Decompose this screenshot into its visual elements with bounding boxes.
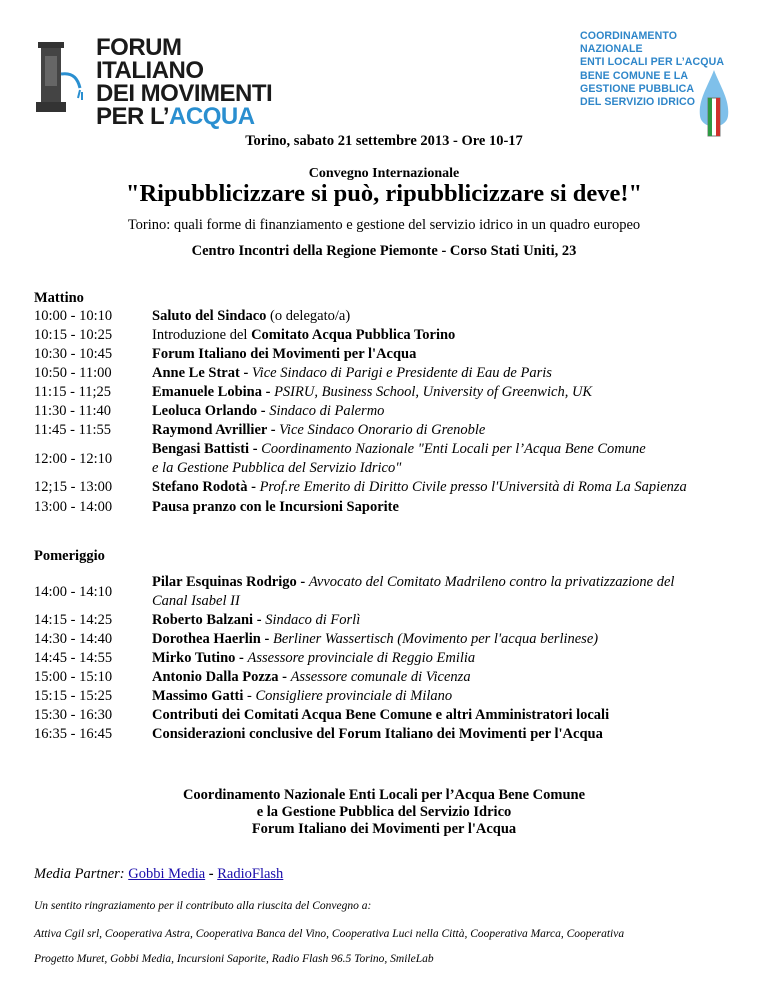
row-sep: - bbox=[267, 422, 280, 438]
row-speaker: Mirko Tutino bbox=[152, 650, 236, 666]
row-role-cont: Canal Isabel II bbox=[152, 593, 240, 609]
row-speaker: Raymond Avrillier bbox=[152, 422, 268, 438]
row-role: Consigliere provinciale di Milano bbox=[255, 688, 453, 704]
coord-logo-line-4: GESTIONE PUBBLICA bbox=[580, 82, 695, 95]
morning-heading: Mattino bbox=[34, 290, 84, 306]
row-sep: - bbox=[278, 669, 291, 685]
row-speaker: Saluto del Sindaco bbox=[152, 308, 267, 324]
row-sep: - bbox=[253, 612, 266, 628]
organizer-line-1: Coordinamento Nazionale Enti Locali per l’Acqua Bene Comune bbox=[182, 787, 586, 803]
schedule-row bbox=[34, 573, 744, 611]
row-role: Sindaco di Palermo bbox=[269, 403, 385, 419]
row-sep: - bbox=[239, 365, 252, 381]
row-speaker: Massimo Gatti bbox=[152, 688, 244, 704]
row-speaker: Antonio Dalla Pozza bbox=[152, 669, 279, 685]
schedule-row bbox=[34, 440, 744, 478]
row-role: Prof.re Emerito di Diritto Civile presso l'Università di Roma La Sapienza bbox=[259, 479, 687, 495]
row-time: 12;15 - 13:00 bbox=[34, 479, 113, 495]
row-time: 10:15 - 10:25 bbox=[34, 327, 113, 343]
row-speaker: Bengasi Battisti bbox=[152, 441, 250, 457]
row-role: Assessore comunale di Vicenza bbox=[290, 669, 471, 685]
coordinamento-logo bbox=[580, 30, 730, 138]
row-sep: - bbox=[249, 441, 262, 457]
row-time: 12:00 - 12:10 bbox=[34, 451, 113, 467]
row-speaker: Roberto Balzani bbox=[152, 612, 254, 628]
row-time: 16:35 - 16:45 bbox=[34, 726, 113, 742]
row-speaker: Pausa pranzo con le Incursioni Saporite bbox=[152, 499, 399, 515]
row-role: Berliner Wassertisch (Movimento per l'acqua berlinese) bbox=[272, 631, 599, 647]
row-speaker: Anne Le Strat bbox=[152, 365, 240, 381]
row-time: 11:30 - 11:40 bbox=[34, 403, 112, 419]
row-role: Assessore provinciale di Reggio Emilia bbox=[247, 650, 476, 666]
row-time: 10:30 - 10:45 bbox=[34, 346, 113, 362]
row-time: 15:00 - 15:10 bbox=[34, 669, 113, 685]
row-time: 14:45 - 14:55 bbox=[34, 650, 113, 666]
row-speaker: Pilar Esquinas Rodrigo bbox=[152, 574, 297, 590]
page-title: "Ripubblicizzare si può, ripubblicizzare si deve!" bbox=[125, 180, 643, 207]
organizers-block bbox=[0, 787, 768, 838]
row-sep: - bbox=[260, 631, 273, 647]
row-speaker: Emanuele Lobina bbox=[152, 384, 262, 400]
media-partner bbox=[34, 866, 283, 883]
row-role: Sindaco di Forlì bbox=[265, 612, 361, 628]
row-speaker: Forum Italiano dei Movimenti per l'Acqua bbox=[152, 346, 417, 362]
row-sep: - bbox=[296, 574, 309, 590]
gobbi-media-link[interactable]: Gobbi Media bbox=[128, 866, 206, 882]
row-speaker: Comitato Acqua Pubblica Torino bbox=[251, 327, 456, 343]
row-note: (o delegato/a) bbox=[266, 308, 351, 324]
row-time: 11:15 - 11;25 bbox=[34, 384, 112, 400]
event-date: Torino, sabato 21 settembre 2013 - Ore 10-17 bbox=[245, 133, 523, 149]
row-speaker: Considerazioni conclusive del Forum Italiano dei Movimenti per l'Acqua bbox=[152, 726, 603, 742]
radioflash-link[interactable]: RadioFlash bbox=[217, 866, 284, 882]
row-time: 14:15 - 14:25 bbox=[34, 612, 113, 628]
row-role: Avvocato del Comitato Madrileno contro la privatizzazione del bbox=[308, 574, 675, 590]
row-time: 14:00 - 14:10 bbox=[34, 584, 113, 600]
row-sep: - bbox=[243, 688, 256, 704]
row-prefix: Introduzione del bbox=[152, 327, 252, 343]
row-role: Coordinamento Nazionale "Enti Locali per l’Acqua Bene Comune bbox=[261, 441, 646, 457]
fountain-icon bbox=[34, 36, 92, 114]
coord-logo-line-5: DEL SERVIZIO IDRICO bbox=[580, 96, 696, 109]
water-drop-icon bbox=[698, 70, 730, 138]
forum-logo bbox=[34, 34, 274, 130]
row-time: 10:00 - 10:10 bbox=[34, 308, 113, 324]
coord-logo-line-1: COORDINAMENTO NAZIONALE bbox=[580, 30, 678, 56]
row-time: 15:15 - 15:25 bbox=[34, 688, 113, 704]
organizer-line-2: e la Gestione Pubblica del Servizio Idrico bbox=[256, 804, 512, 820]
row-speaker: Dorothea Haerlin bbox=[152, 631, 261, 647]
row-speaker: Contributi dei Comitati Acqua Bene Comune e altri Amministratori locali bbox=[152, 707, 610, 723]
thanks-line-1: Attiva Cgil srl, Cooperativa Astra, Cooperativa Banca del Vino, Cooperativa Luci nella Città, Cooperativa Marca, Cooperativa bbox=[34, 928, 625, 940]
logo-line-1: FORUM ITALIANO bbox=[96, 34, 204, 84]
thanks-intro: Un sentito ringraziamento per il contributo alla riuscita del Convegno a: bbox=[34, 900, 372, 912]
thanks-line-2: Progetto Muret, Gobbi Media, Incursioni Saporite, Radio Flash 96.5 Torino, SmileLab bbox=[34, 953, 434, 965]
row-role-cont: e la Gestione Pubblica del Servizio Idrico" bbox=[152, 460, 402, 476]
row-role: PSIRU, Business School, University of Greenwich, UK bbox=[274, 384, 593, 400]
row-time: 14:30 - 14:40 bbox=[34, 631, 113, 647]
media-label: Media Partner: bbox=[34, 866, 125, 882]
logo-line-3b: ACQUA bbox=[169, 103, 255, 130]
row-role: Vice Sindaco Onorario di Grenoble bbox=[279, 422, 486, 438]
convegno-label: Convegno Internazionale bbox=[308, 166, 460, 181]
coord-logo-line-2: ENTI LOCALI PER L’ACQUA bbox=[580, 56, 725, 69]
coord-logo-line-3: BENE COMUNE E LA bbox=[580, 69, 689, 82]
row-sep: - bbox=[257, 403, 270, 419]
row-sep: - bbox=[247, 479, 260, 495]
row-sep: - bbox=[235, 650, 248, 666]
row-sep: - bbox=[261, 384, 275, 400]
row-role: Vice Sindaco di Parigi e Presidente di Eau de Paris bbox=[251, 365, 552, 381]
page-subtitle: Torino: quali forme di finanziamento e gestione del servizio idrico in un quadro europeo bbox=[127, 217, 641, 233]
row-speaker: Leoluca Orlando bbox=[152, 403, 258, 419]
organizer-line-3: Forum Italiano dei Movimenti per l'Acqua bbox=[251, 821, 517, 837]
row-time: 11:45 - 11:55 bbox=[34, 422, 112, 438]
row-speaker: Stefano Rodotà bbox=[152, 479, 248, 495]
logo-line-3a: PER L’ bbox=[96, 103, 170, 130]
row-time: 13:00 - 14:00 bbox=[34, 499, 113, 515]
row-time: 15:30 - 16:30 bbox=[34, 707, 113, 723]
venue: Centro Incontri della Regione Piemonte - Corso Stati Uniti, 23 bbox=[191, 243, 577, 259]
logo-line-2: DEI MOVIMENTI bbox=[96, 80, 273, 107]
row-time: 10:50 - 11:00 bbox=[34, 365, 112, 381]
media-sep: - bbox=[208, 866, 214, 882]
afternoon-heading: Pomeriggio bbox=[34, 548, 105, 564]
